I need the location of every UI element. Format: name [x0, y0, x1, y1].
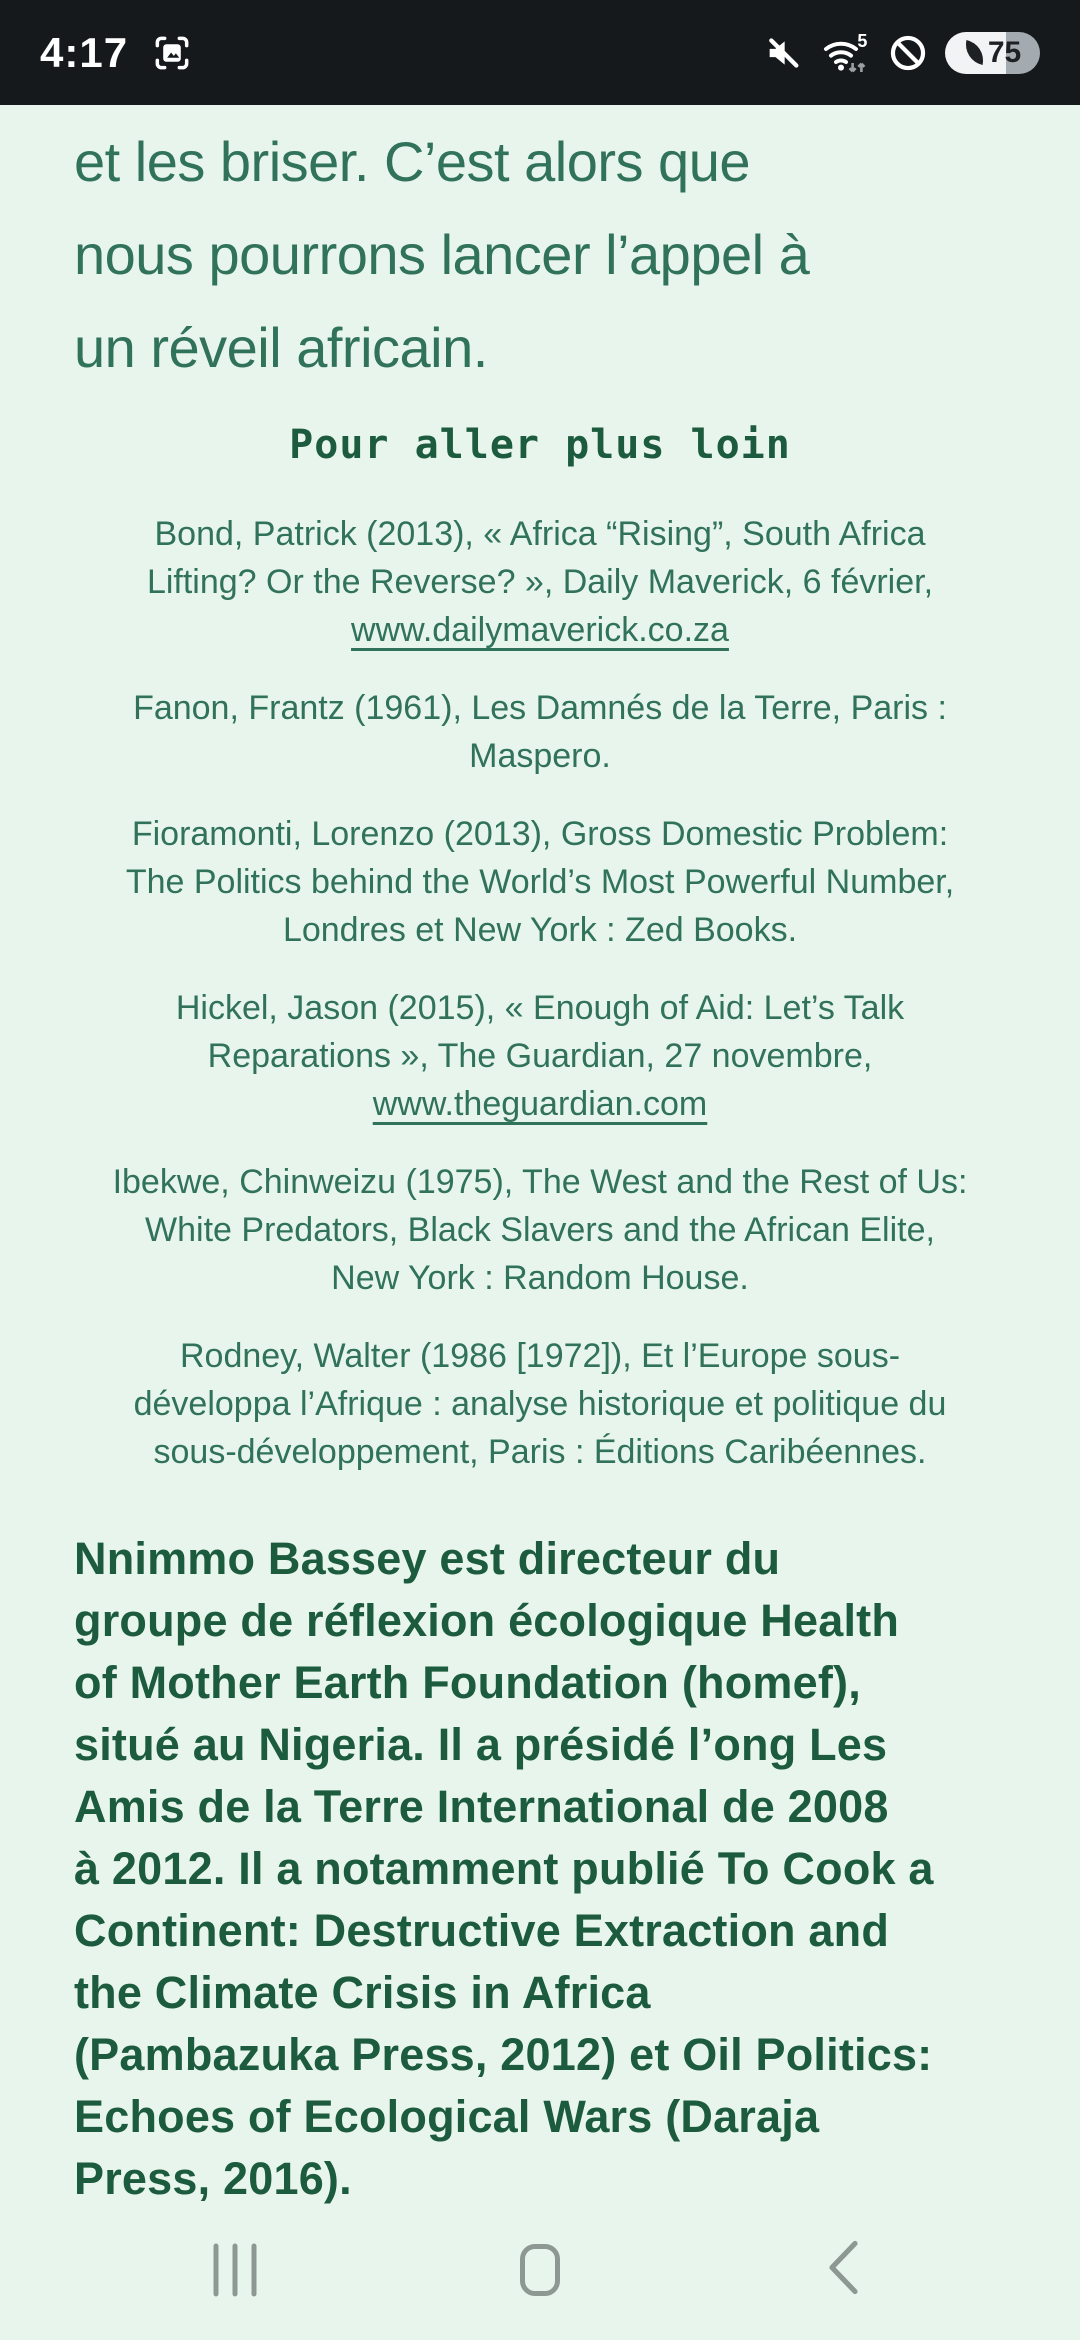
clock: 4:17: [40, 28, 129, 76]
battery-indicator: [945, 32, 1040, 74]
text-line: Fioramonti, Lorenzo (2013), Gross Domestic Problem:: [131, 815, 949, 853]
reference-entry: [55, 510, 1025, 654]
text-line: the Climate Crisis in Africa: [74, 1967, 651, 2018]
reference-entry: [55, 984, 1025, 1128]
text-line: White Predators, Black Slavers and the African Elite,: [145, 1211, 935, 1249]
reference-link[interactable]: www.dailymaverick.co.za: [351, 611, 729, 649]
wifi-generation-label: 5: [857, 30, 868, 51]
reference-link-line: [55, 1080, 1025, 1128]
reference-entry: [55, 810, 1025, 954]
section-heading: Pour aller plus loin: [289, 422, 791, 468]
text-line: Hickel, Jason (2015), « Enough of Aid: Let’s Talk: [175, 989, 905, 1027]
reference-link-line: [55, 606, 1025, 654]
text-line: Maspero.: [469, 737, 611, 775]
text-line: Lifting? Or the Reverse? », Daily Maverick, 6 février,: [146, 563, 934, 601]
text-line: développa l’Afrique : analyse historique et politique du: [133, 1385, 947, 1423]
status-bar-left: [40, 29, 194, 77]
recents-button[interactable]: [214, 2244, 257, 2297]
text-line: nous pourrons lancer l’appel à: [74, 223, 810, 286]
text-line: New York : Random House.: [331, 1259, 749, 1297]
back-icon: [826, 2239, 860, 2297]
text-line: Amis de la Terre International de 2008: [74, 1781, 889, 1832]
status-bar-right: [763, 30, 1040, 76]
text-line: Press, 2016).: [74, 2153, 352, 2204]
text-line: Bond, Patrick (2013), « Africa “Rising”, South Africa: [154, 515, 926, 553]
reference-entry: [55, 1332, 1025, 1476]
intro-paragraph: [74, 115, 1010, 394]
screenshot-icon: [150, 31, 194, 75]
references-list: [0, 510, 1080, 1476]
reference-entry: [55, 684, 1025, 780]
reader-content: [0, 115, 1080, 2210]
recents-icon: [214, 2244, 219, 2297]
mute-icon: [763, 33, 803, 73]
wifi-5g-icon: [819, 30, 871, 76]
text-line: groupe de réflexion écologique Health: [74, 1595, 900, 1646]
back-button[interactable]: [826, 2239, 860, 2302]
reference-link[interactable]: www.theguardian.com: [372, 1085, 708, 1123]
text-line: Fanon, Frantz (1961), Les Damnés de la Terre, Paris :: [133, 689, 947, 727]
text-line: Ibekwe, Chinweizu (1975), The West and the Rest of Us:: [112, 1163, 968, 1201]
reference-entry: [55, 1158, 1025, 1302]
text-line: sous-développement, Paris : Éditions Caribéennes.: [153, 1433, 927, 1471]
text-line: un réveil africain.: [74, 316, 488, 379]
text-line: situé au Nigeria. Il a présidé l’ong Les: [74, 1719, 888, 1770]
author-bio: [74, 1528, 1020, 2210]
text-line: The Politics behind the World’s Most Powerful Number,: [125, 863, 955, 901]
text-line: Reparations », The Guardian, 27 novembre,: [207, 1037, 873, 1075]
text-line: Echoes of Ecological Wars (Daraja: [74, 2091, 820, 2142]
interruption-blocked-icon: [887, 32, 929, 74]
battery-percent: 75: [987, 35, 1022, 69]
text-line: Londres et New York : Zed Books.: [282, 911, 798, 949]
text-line: Continent: Destructive Extraction and: [74, 1905, 890, 1956]
text-line: Nnimmo Bassey est directeur du: [74, 1533, 781, 1584]
text-line: of Mother Earth Foundation (homef),: [74, 1657, 861, 1708]
text-line: et les briser. C’est alors que: [74, 130, 750, 193]
status-bar: [0, 0, 1080, 105]
android-nav-bar: [0, 2200, 1080, 2340]
text-line: (Pambazuka Press, 2012) et Oil Politics:: [74, 2029, 933, 2080]
power-saving-leaf-icon: [962, 40, 987, 65]
text-line: à 2012. Il a notamment publié To Cook a: [74, 1843, 934, 1894]
text-line: Rodney, Walter (1986 [1972]), Et l’Europe sous-: [179, 1337, 901, 1375]
home-button[interactable]: [520, 2244, 560, 2296]
